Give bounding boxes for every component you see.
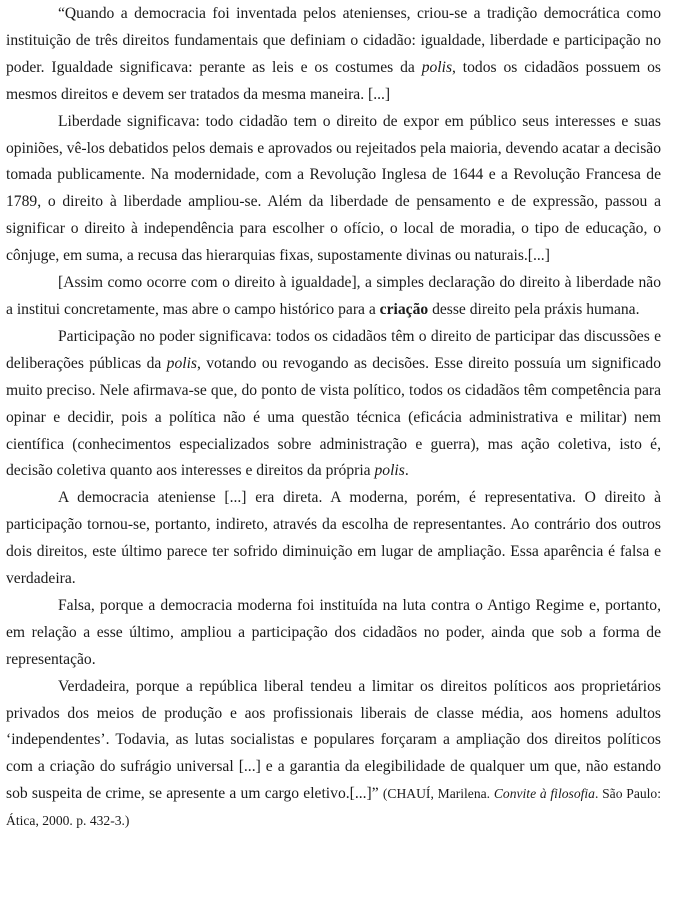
- paragraph-text: Liberdade significava: todo cidadão tem o direito de expor em público seus interesses e suas opiniões, vê-los debatidos pelos demais e aprovados ou rejeitados pela maioria, devendo acatar a decisão tomada publicamente. Na modernidade, com a Revolução Inglesa de 1644 e a Revolução Francesa de 1789, o direito à liberdade ampliou-se. Além da liberdade de pensamento e de expressão, passou a significar o direito à independência para escolher o ofício, o local de moradia, o tipo de educação, o cônjuge, em suma, a recusa das hierarquias fixas, supostamente divinas ou naturais.[...]: [6, 112, 661, 265]
- paragraph-text: Falsa, porque a democracia moderna foi instituída na luta contra o Antigo Regime e, portanto, em relação a esse último, ampliou a participação dos cidadãos no poder, ainda que sob a forma de representação.: [6, 596, 661, 668]
- paragraph: [6, 270, 661, 324]
- paragraph-text: , votando ou revogando as decisões. Esse direito possuía um significado muito preciso. Nele afirmava-se que, do ponto de vista político, todos os cidadãos têm competência para opinar e decidir, pois a política não é uma questão técnica (eficácia administrativa e militar) nem científica (conhecimentos especializados sobre administração e guerra), mas ação coletiva, isto é, decisão coletiva quanto aos interesses e direitos da própria: [6, 354, 661, 480]
- paragraph-text: desse direito pela práxis humana.: [428, 300, 640, 318]
- paragraph: [6, 593, 661, 674]
- paragraph: [6, 485, 661, 593]
- paragraph-text: [Assim como ocorre com o direito à igualdade], a simples declaração do direito à liberdade não a institui concretamente, mas abre o campo histórico para a: [6, 274, 661, 318]
- italic-term: polis: [374, 462, 405, 480]
- italic-term: polis: [421, 58, 453, 76]
- citation: . São Paulo: Ática, 2000. p. 432-3.): [6, 786, 661, 829]
- paragraph-text: .: [404, 462, 409, 480]
- document-body: [6, 1, 661, 835]
- citation: (CHAUÍ, Marilena.: [382, 786, 494, 802]
- bold-term: criação: [379, 300, 429, 318]
- paragraph: [6, 109, 661, 270]
- paragraph-text: A democracia ateniense [...] era direta. A moderna, porém, é representativa. O direito à participação tornou-se, portanto, indireto, através da escolha de representantes. Ao contrário dos outros dois direitos, este último parece ter sofrido diminuição em lugar de ampliação. Essa aparência é falsa e verdadeira.: [6, 489, 661, 588]
- paragraph: [6, 674, 661, 835]
- italic-term: polis: [166, 354, 197, 372]
- paragraph-text: Participação no poder significava: todos os cidadãos têm o direito de participar das discussões e deliberações públicas da: [6, 327, 661, 372]
- paragraph: [6, 1, 661, 109]
- paragraph-text: Verdadeira, porque a república liberal tendeu a limitar os direitos políticos aos proprietários privados dos meios de produção e aos profissionais liberais de classe média, aos homens adultos ‘independentes’. Todavia, as lutas socialistas e populares forçaram a ampliação dos direitos políticos com a criação do sufrágio universal [...] e a garantia da elegibilidade de qualquer um que, não estando sob suspeita de crime, se apresente a um cargo eletivo.[...]”: [6, 677, 661, 803]
- paragraph: [6, 324, 661, 485]
- paragraph-text: “Quando a democracia foi inventada pelos atenienses, criou-se a tradição democrática como instituição de três direitos fundamentais que definiam o cidadão: igualdade, liberdade e participação no poder. Igualdade significava: perante as leis e os costumes da: [6, 5, 661, 76]
- paragraph-text: , todos os cidadãos possuem os mesmos direitos e devem ser tratados da mesma maneira. [...]: [6, 58, 661, 103]
- citation-title: Convite à filosofia: [493, 786, 595, 802]
